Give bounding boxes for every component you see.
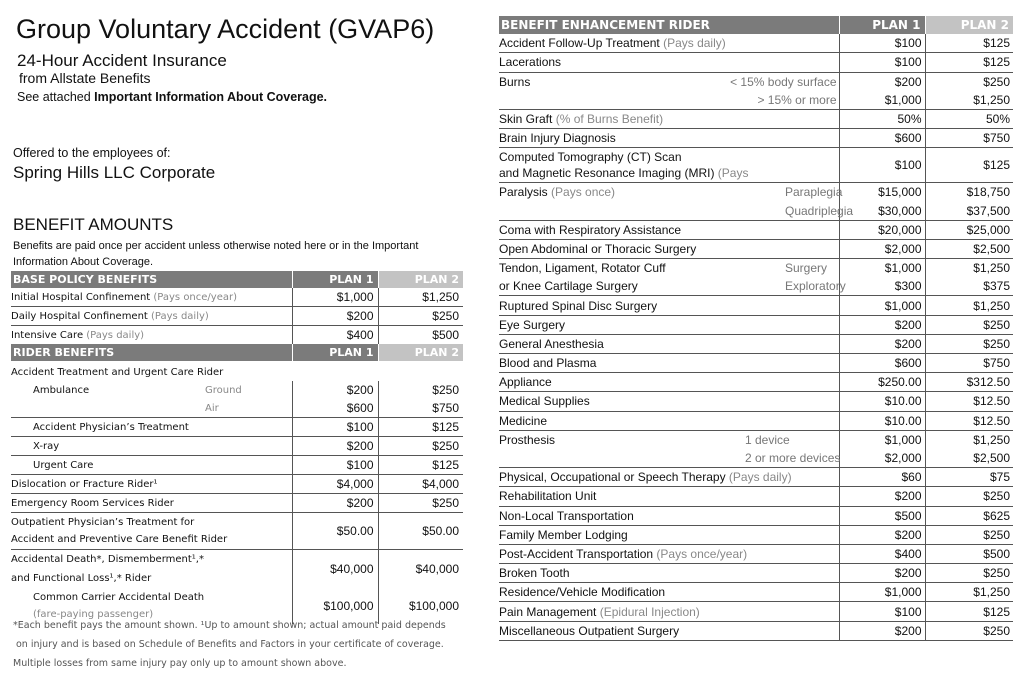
ambulance-air-label: Air [11, 399, 292, 418]
row-label: Family Member Lodging [499, 525, 839, 544]
plan1-value: $200 [839, 564, 925, 583]
plan2-value: $12.50 [925, 411, 1013, 430]
row-label: Accident Physician’s Treatment [11, 418, 292, 437]
benefit-note: Benefits are paid once per accident unless otherwise noted here or in the Important Information About Coverage. [13, 240, 419, 268]
plan1-value: $200 [839, 525, 925, 544]
plan1-value: $300 [839, 277, 925, 296]
row-label: Blood and Plasma [499, 354, 839, 373]
base-policy-table [11, 271, 463, 624]
row-label: Common Carrier Accidental Death (fare-paying passenger) [33, 592, 205, 620]
plan1-value: $100 [839, 148, 925, 183]
row-label: Medical Supplies [499, 392, 839, 411]
plan2-header: PLAN 2 [378, 271, 463, 288]
row-label: or Knee Cartilage Surgery [499, 277, 725, 296]
table-row [11, 288, 463, 307]
plan2-value: $1,250 [925, 91, 1013, 110]
document-title: Group Voluntary Accident (GVAP6) [16, 14, 435, 44]
plan2-value: $500 [925, 544, 1013, 563]
plan1-value: $1,000 [839, 91, 925, 110]
plan1-value: 50% [839, 109, 925, 128]
row-label: Physical, Occupational or Speech Therapy (Pays daily) [499, 468, 839, 487]
table-row [499, 315, 1013, 334]
see-attached-line [17, 90, 327, 104]
plan2-value: $50.00 [378, 513, 463, 550]
plan1-value: $1,000 [839, 259, 925, 278]
plan1-value: $50.00 [292, 513, 378, 550]
table-row [499, 564, 1013, 583]
table-row [11, 399, 463, 418]
plan2-value: $625 [925, 506, 1013, 525]
table-row [499, 621, 1013, 640]
row-label: Brain Injury Diagnosis [499, 129, 839, 148]
plan1-value: $500 [839, 506, 925, 525]
table-row [499, 487, 1013, 506]
base-policy-header-label: BASE POLICY BENEFITS [11, 271, 292, 288]
table-row [11, 475, 463, 494]
provider-line: from Allstate Benefits [19, 70, 151, 86]
plan2-value: $125 [378, 418, 463, 437]
benefit-amounts-heading: BENEFIT AMOUNTS [13, 215, 174, 234]
plan1-value: $600 [292, 399, 378, 418]
footnote-line: *Each benefit pays the amount shown. ¹Up to amount shown; actual amount paid depends [13, 620, 446, 631]
plan2-header: PLAN 2 [925, 16, 1013, 34]
footnote-line: on injury and is based on Schedule of Benefits and Factors in your certificate of coverage. [16, 639, 444, 650]
plan2-value: $1,250 [925, 583, 1013, 602]
plan2-value: $100,000 [378, 588, 463, 624]
tendon-sub-label: Surgery [785, 261, 828, 276]
plan1-header: PLAN 1 [839, 16, 925, 34]
row-label: Tendon, Ligament, Rotator Cuff [499, 261, 666, 276]
row-label: Emergency Room Services Rider [11, 494, 292, 513]
paralysis-sub-label: Paraplegia [785, 185, 843, 200]
plan2-value: $250 [378, 437, 463, 456]
plan1-value: $250.00 [839, 373, 925, 392]
table-row [11, 494, 463, 513]
enhancement-header-label: BENEFIT ENHANCEMENT RIDER [499, 16, 839, 34]
table-row [499, 392, 1013, 411]
table-row [499, 148, 1013, 183]
plan2-value: 50% [925, 109, 1013, 128]
rider-header-label: RIDER BENEFITS [11, 344, 292, 361]
plan1-value: $10.00 [839, 392, 925, 411]
table-row [11, 361, 463, 381]
ambulance-ground-label: Ambulance Ground [33, 384, 242, 396]
table-row [499, 411, 1013, 430]
table-row [499, 91, 1013, 110]
row-label: Rehabilitation Unit [499, 487, 839, 506]
plan1-value: $1,000 [292, 288, 378, 307]
plan2-value: $1,250 [378, 288, 463, 307]
plan1-value: $200 [839, 72, 925, 91]
plan1-value: $1,000 [839, 296, 925, 315]
table-row [499, 544, 1013, 563]
plan2-value: $4,000 [378, 475, 463, 494]
plan2-value: $375 [925, 277, 1013, 296]
plan2-value: $250 [378, 307, 463, 326]
plan2-value: $312.50 [925, 373, 1013, 392]
prosthesis-sub-label: 2 or more devices [725, 449, 839, 468]
plan1-value: $30,000 [839, 202, 925, 221]
row-label: Daily Hospital Confinement (Pays daily) [11, 307, 292, 326]
burns-sub-label: < 15% body surface [730, 74, 837, 89]
plan1-value: $100 [839, 34, 925, 53]
plan2-value: $250 [925, 72, 1013, 91]
table-row [11, 326, 463, 345]
table-row [499, 109, 1013, 128]
plan1-value: $100,000 [292, 588, 378, 624]
row-label: Open Abdominal or Thoracic Surgery [499, 239, 839, 258]
table-row [11, 513, 463, 550]
accident-treatment-label: Accident Treatment and Urgent Care Rider [11, 366, 224, 378]
plan2-header: PLAN 2 [378, 344, 463, 361]
table-row [499, 239, 1013, 258]
table-row [11, 456, 463, 475]
table-row [499, 220, 1013, 239]
plan1-header: PLAN 1 [292, 271, 378, 288]
plan2-value: $2,500 [925, 449, 1013, 468]
plan1-value: $40,000 [292, 550, 378, 589]
plan1-value: $100 [839, 602, 925, 621]
plan1-value: $400 [292, 326, 378, 345]
table-row [499, 583, 1013, 602]
row-label: Paralysis (Pays once) [499, 185, 616, 200]
plan1-value: $1,000 [839, 583, 925, 602]
table-row [499, 602, 1013, 621]
row-label: Initial Hospital Confinement (Pays once/year) [11, 288, 292, 307]
table-row [499, 373, 1013, 392]
plan1-value: $200 [292, 494, 378, 513]
plan2-value: $250 [925, 487, 1013, 506]
enhancement-rider-table [499, 16, 1013, 641]
plan2-value: $250 [925, 525, 1013, 544]
row-label: Urgent Care [11, 456, 292, 475]
row-label: Prosthesis [499, 432, 556, 447]
plan2-value: $125 [925, 53, 1013, 72]
plan2-value: $75 [925, 468, 1013, 487]
row-label: Computed Tomography (CT) Scan and Magnetic Resonance Imaging (MRI) (Pays [499, 148, 839, 183]
row-label: Skin Graft (% of Burns Benefit) [499, 109, 839, 128]
plan2-value: $40,000 [378, 550, 463, 589]
rider-benefits-header [11, 344, 463, 361]
table-row [499, 72, 1013, 91]
document-subtitle: 24-Hour Accident Insurance [17, 51, 227, 70]
table-row [499, 202, 1013, 221]
plan2-value: $125 [378, 456, 463, 475]
plan1-value: $10.00 [839, 411, 925, 430]
row-label: Dislocation or Fracture Rider¹ [11, 475, 292, 494]
burns-sub-label: > 15% or more [725, 91, 839, 110]
base-policy-header [11, 271, 463, 288]
plan1-value: $200 [292, 307, 378, 326]
table-row [499, 506, 1013, 525]
plan2-value: $750 [378, 399, 463, 418]
see-attached-prefix: See attached [17, 90, 95, 104]
table-row [499, 468, 1013, 487]
row-label: Broken Tooth [499, 564, 839, 583]
plan2-value: $750 [925, 129, 1013, 148]
table-row [11, 418, 463, 437]
plan1-value: $1,000 [839, 430, 925, 449]
plan1-value: $200 [839, 487, 925, 506]
table-row [11, 550, 463, 589]
table-row [499, 296, 1013, 315]
plan2-value: $250 [925, 621, 1013, 640]
row-label: Residence/Vehicle Modification [499, 583, 839, 602]
row-label: Pain Management (Epidural Injection) [499, 602, 839, 621]
row-label: Non-Local Transportation [499, 506, 839, 525]
table-row [11, 437, 463, 456]
row-label: Intensive Care (Pays daily) [11, 329, 145, 341]
plan2-value: $750 [925, 354, 1013, 373]
company-name: Spring Hills LLC Corporate [13, 163, 216, 182]
plan1-header: PLAN 1 [292, 344, 378, 361]
plan1-value: $2,000 [839, 239, 925, 258]
table-row [499, 430, 1013, 449]
plan2-value: $37,500 [925, 202, 1013, 221]
plan1-value: $15,000 [839, 183, 925, 202]
table-row [499, 259, 1013, 278]
offered-label: Offered to the employees of: [13, 146, 171, 160]
plan2-value: $125 [925, 34, 1013, 53]
plan1-value: $200 [839, 334, 925, 353]
plan2-value: $1,250 [925, 296, 1013, 315]
plan2-value: $250 [378, 381, 463, 399]
footnote-line: Multiple losses from same injury pay only up to amount shown above. [13, 658, 347, 669]
row-label: Accidental Death*, Dismemberment¹,* and Functional Loss¹,* Rider [11, 554, 204, 584]
paralysis-sub-label: Quadriplegia [725, 202, 839, 221]
plan2-value: $125 [925, 148, 1013, 183]
row-label: Medicine [499, 411, 839, 430]
enhancement-header [499, 16, 1013, 34]
row-label: Coma with Respiratory Assistance [499, 220, 839, 239]
table-row [499, 334, 1013, 353]
table-row [11, 381, 463, 399]
see-attached-link: Important Information About Coverage. [94, 90, 328, 104]
plan1-value: $100 [292, 418, 378, 437]
plan1-value: $200 [292, 381, 378, 399]
row-label: Post-Accident Transportation (Pays once/year) [499, 544, 839, 563]
plan2-value: $250 [925, 315, 1013, 334]
table-row [499, 277, 1013, 296]
plan2-value: $2,500 [925, 239, 1013, 258]
plan1-value: $100 [292, 456, 378, 475]
plan1-value: $2,000 [839, 449, 925, 468]
plan1-value: $600 [839, 354, 925, 373]
row-label: Accident Follow-Up Treatment (Pays daily) [499, 34, 839, 53]
row-label: Outpatient Physician’s Treatment for Accident and Preventive Care Benefit Rider [11, 513, 292, 550]
tendon-sub-label: Exploratory [725, 277, 839, 296]
row-label: Burns [499, 74, 531, 89]
plan2-value: $250 [925, 334, 1013, 353]
plan1-value: $600 [839, 129, 925, 148]
plan2-value: $500 [378, 326, 463, 345]
plan2-value: $1,250 [925, 430, 1013, 449]
plan1-value: $60 [839, 468, 925, 487]
prosthesis-sub-label: 1 device [745, 432, 790, 447]
plan2-value: $250 [378, 494, 463, 513]
plan2-value: $12.50 [925, 392, 1013, 411]
row-label: X-ray [11, 437, 292, 456]
table-row [499, 129, 1013, 148]
plan1-value: $4,000 [292, 475, 378, 494]
plan2-value: $250 [925, 564, 1013, 583]
plan2-value: $18,750 [925, 183, 1013, 202]
footnote [13, 616, 493, 673]
plan1-value: $20,000 [839, 220, 925, 239]
table-row [499, 53, 1013, 72]
table-row [499, 34, 1013, 53]
row-label: Lacerations [499, 53, 839, 72]
plan1-value: $200 [292, 437, 378, 456]
plan1-value: $400 [839, 544, 925, 563]
row-label: Ruptured Spinal Disc Surgery [499, 296, 839, 315]
plan2-value: $25,000 [925, 220, 1013, 239]
table-row [11, 307, 463, 326]
row-label: General Anesthesia [499, 334, 839, 353]
row-label: Appliance [499, 373, 839, 392]
table-row [499, 183, 1013, 202]
plan1-value: $100 [839, 53, 925, 72]
row-label: Eye Surgery [499, 315, 839, 334]
table-row [499, 449, 1013, 468]
table-row [499, 525, 1013, 544]
row-label: Miscellaneous Outpatient Surgery [499, 621, 839, 640]
plan1-value: $200 [839, 621, 925, 640]
plan2-value: $125 [925, 602, 1013, 621]
plan1-value: $200 [839, 315, 925, 334]
table-row [499, 354, 1013, 373]
plan2-value: $1,250 [925, 259, 1013, 278]
